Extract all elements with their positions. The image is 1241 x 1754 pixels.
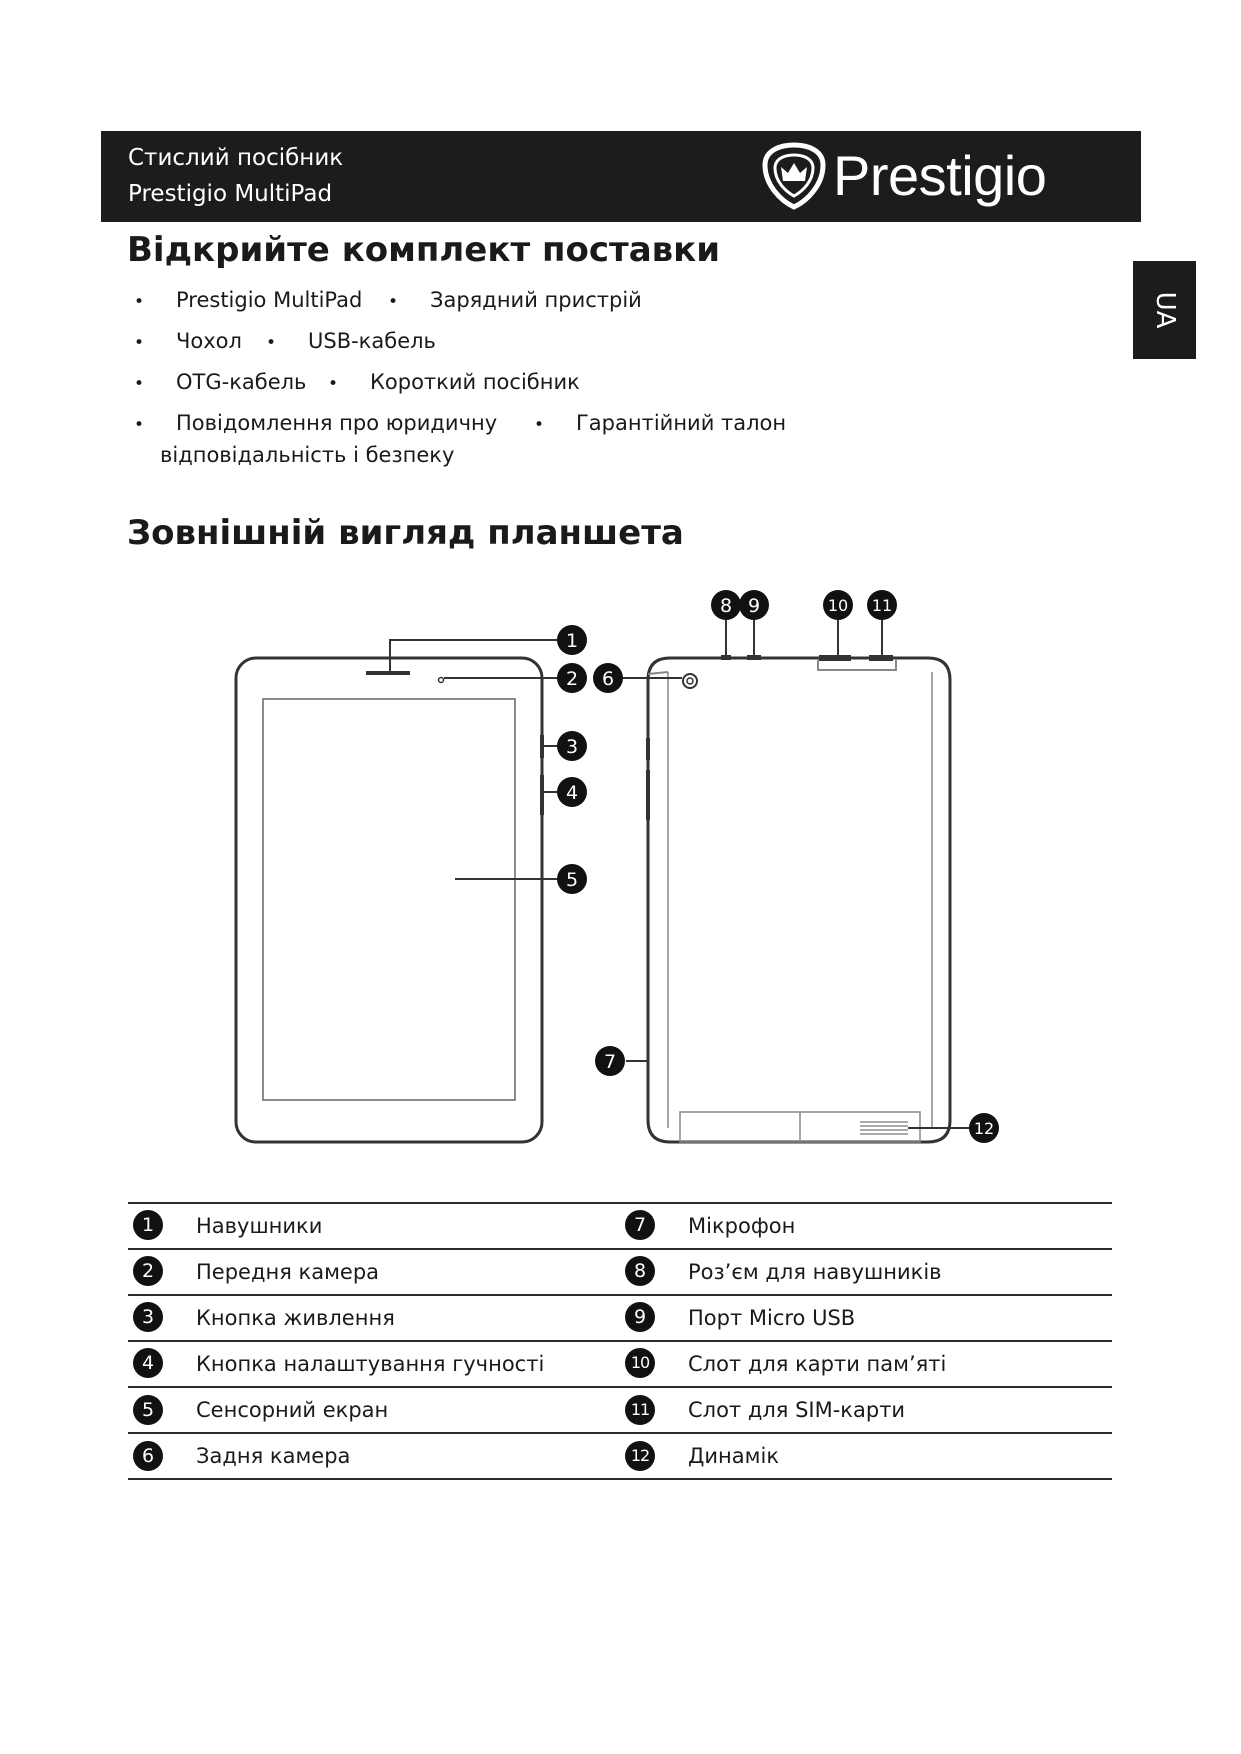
- rear-camera-lens: [683, 674, 697, 688]
- bullet: •: [534, 415, 545, 435]
- legend-label: Порт Micro USB: [688, 1306, 856, 1330]
- callout-7: [595, 1046, 625, 1076]
- callout-9: [739, 590, 769, 620]
- legend-label: Роз’єм для навушників: [688, 1260, 942, 1284]
- header-bar: [101, 131, 1141, 222]
- header-subtitle: Prestigio MultiPad: [128, 181, 333, 207]
- callout-12: [969, 1113, 999, 1143]
- callout-6: [593, 663, 623, 693]
- bullet: •: [134, 415, 145, 435]
- logo-wordmark: Prestigio: [833, 144, 1047, 207]
- language-code: UA: [1149, 291, 1180, 329]
- callout-4: [557, 777, 587, 807]
- legend-label: Мікрофон: [688, 1214, 796, 1238]
- prestigio-logo: [759, 140, 1119, 212]
- callout-3: [557, 731, 587, 761]
- legend-label: Сенсорний екран: [196, 1398, 389, 1422]
- box-item-continued: відповідальність і безпеку: [160, 443, 455, 467]
- box-item: OTG-кабель: [176, 370, 307, 394]
- callout-6-label: 6: [601, 668, 615, 690]
- callout-8: [711, 590, 741, 620]
- callout-5: [557, 864, 587, 894]
- callout-11: [867, 590, 897, 620]
- memory-card-slot: [820, 656, 850, 660]
- box-contents-heading: Відкрийте комплект поставки: [127, 230, 721, 270]
- legend-label: Задня камера: [196, 1444, 351, 1468]
- legend-number: 9: [625, 1302, 655, 1332]
- legend-number: 10: [625, 1348, 655, 1378]
- legend-number: 6: [133, 1441, 163, 1471]
- box-item: Prestigio MultiPad: [176, 288, 363, 312]
- tablet-diagram: [0, 580, 1241, 1160]
- bullet: •: [266, 333, 277, 353]
- legend-label: Кнопка налаштування гучності: [196, 1352, 545, 1376]
- legend-number: 4: [133, 1348, 163, 1378]
- legend-row: [128, 1432, 1112, 1480]
- box-item: Короткий посібник: [370, 370, 580, 394]
- callout-1: [557, 625, 587, 655]
- legend-row: [128, 1294, 1112, 1340]
- bullet: •: [134, 292, 145, 312]
- legend-number: 1: [133, 1210, 163, 1240]
- legend-number: 5: [133, 1395, 163, 1425]
- callout-2: [557, 663, 587, 693]
- legend-number: 7: [625, 1210, 655, 1240]
- callout-12-label: 12: [973, 1119, 995, 1138]
- callout-5-label: 5: [565, 869, 579, 891]
- language-tab: [1133, 261, 1196, 359]
- legend-number: 3: [133, 1302, 163, 1332]
- front-camera-lens: [439, 678, 444, 683]
- callout-10-label: 10: [827, 596, 849, 615]
- callout-7-label: 7: [603, 1051, 617, 1073]
- legend-label: Передня камера: [196, 1260, 380, 1284]
- crown-shield-icon: [759, 141, 829, 211]
- headphone-jack: [722, 656, 730, 659]
- callout-9-label: 9: [747, 595, 761, 617]
- legend-number: 8: [625, 1256, 655, 1286]
- legend-label: Навушники: [196, 1214, 323, 1238]
- callout-11-label: 11: [871, 596, 893, 615]
- legend-label: Слот для SIM-карти: [688, 1398, 906, 1422]
- sim-card-slot: [870, 656, 892, 660]
- box-item: USB-кабель: [308, 329, 436, 353]
- box-item: Повідомлення про юридичну: [176, 411, 498, 435]
- box-item: Гарантійний талон: [576, 411, 787, 435]
- micro-usb-port: [748, 656, 760, 659]
- tablet-back-body: [648, 658, 950, 1142]
- callout-1-label: 1: [565, 630, 579, 652]
- box-item: Чохол: [176, 329, 242, 353]
- legend-label: Слот для карти пам’яті: [688, 1352, 947, 1376]
- legend-number: 11: [625, 1395, 655, 1425]
- callout-2-label: 2: [565, 668, 579, 690]
- legend-number: 2: [133, 1256, 163, 1286]
- legend-row: [128, 1248, 1112, 1294]
- tablet-front-screen: [263, 699, 515, 1100]
- bullet: •: [134, 333, 145, 353]
- legend-row: [128, 1386, 1112, 1432]
- tablet-front-body: [236, 658, 542, 1142]
- bullet: •: [388, 292, 399, 312]
- tablet-view-heading: Зовнішній вигляд планшета: [127, 513, 684, 553]
- bullet: •: [328, 374, 339, 394]
- bullet: •: [134, 374, 145, 394]
- callout-10: [823, 590, 853, 620]
- header-title: Стислий посібник: [128, 145, 344, 171]
- callout-4-label: 4: [565, 782, 579, 804]
- legend-row: [128, 1340, 1112, 1386]
- legend-table: [128, 1202, 1112, 1480]
- box-item: Зарядний пристрій: [430, 288, 642, 312]
- callout-8-label: 8: [719, 595, 733, 617]
- legend-label: Кнопка живлення: [196, 1306, 395, 1330]
- legend-row: [128, 1202, 1112, 1248]
- callout-3-label: 3: [565, 736, 579, 758]
- legend-label: Динамік: [688, 1444, 780, 1468]
- legend-number: 12: [625, 1441, 655, 1471]
